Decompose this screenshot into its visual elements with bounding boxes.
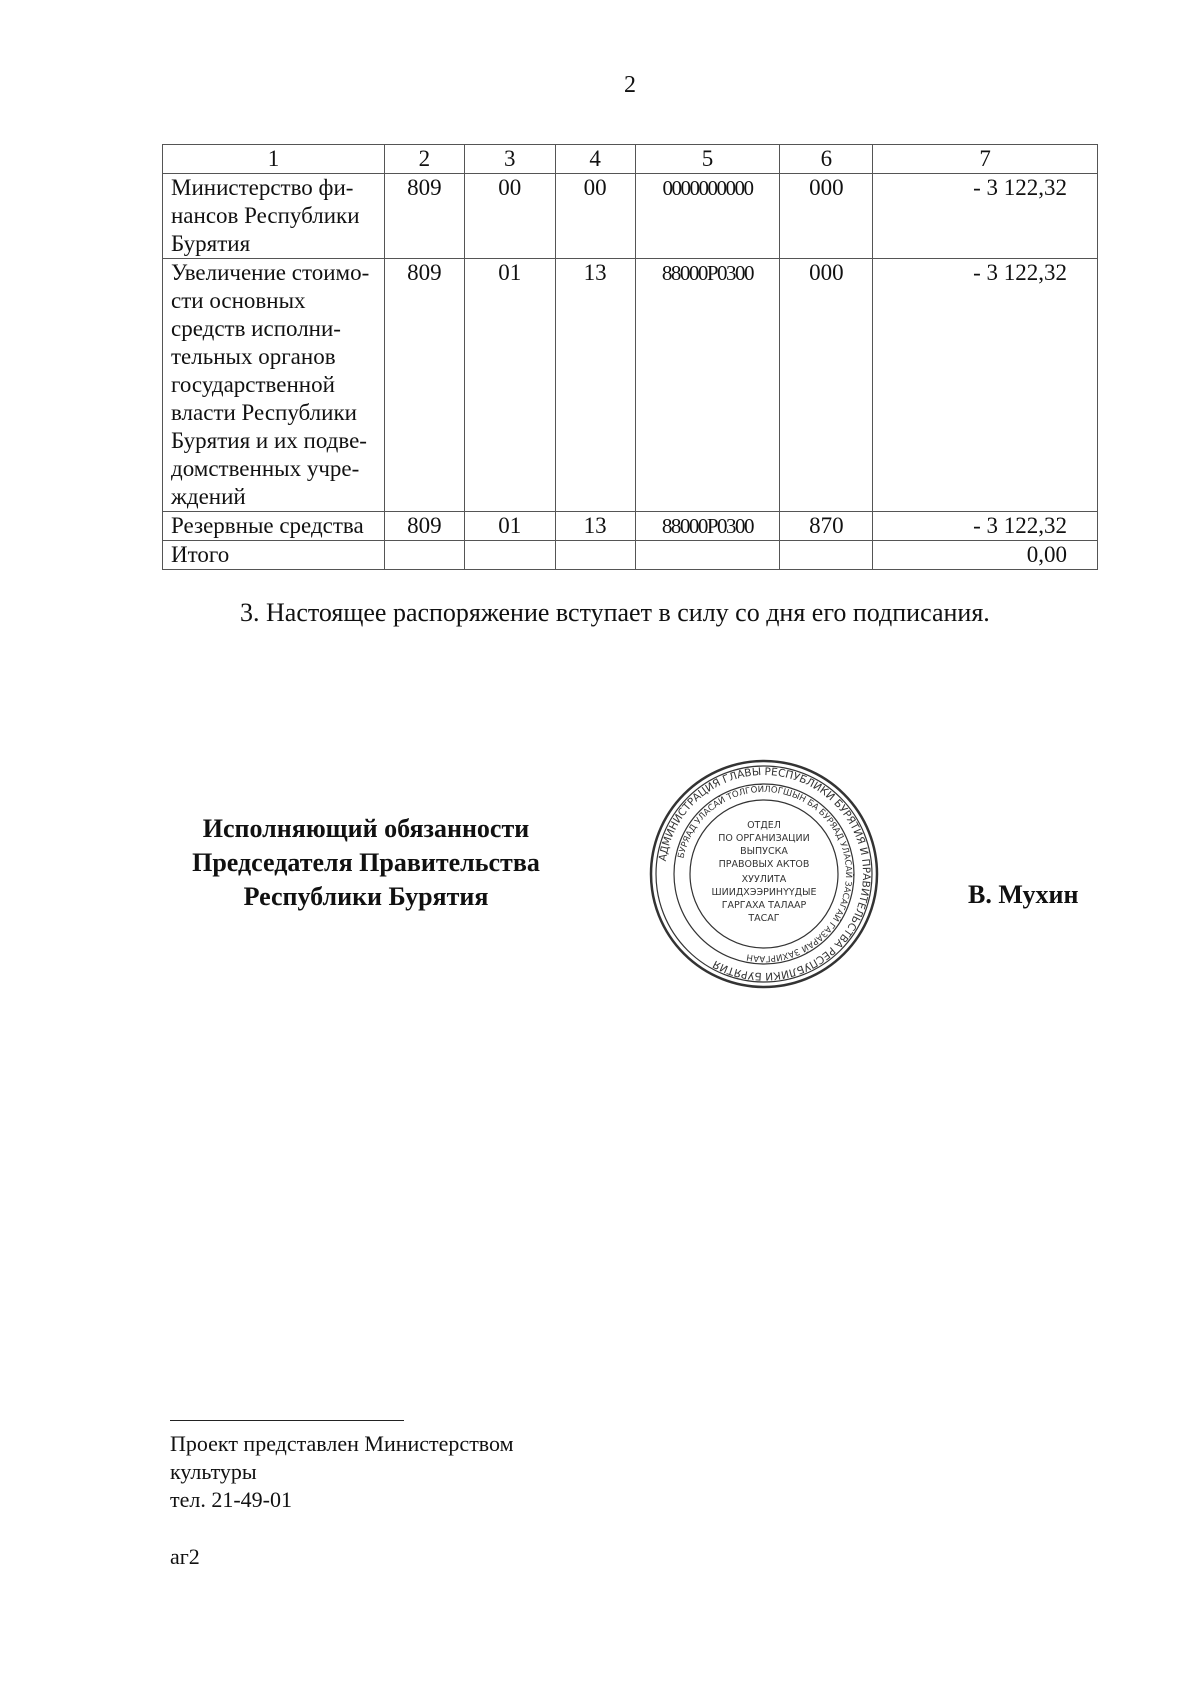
table-header-cell: 4 [555, 145, 635, 174]
table-cell-line: Бурятия [171, 231, 251, 256]
seal-center-line: ПРАВОВЫХ АКТОВ [718, 859, 810, 870]
table-cell [464, 541, 555, 570]
signer-title [166, 812, 566, 914]
signer-title-line: Председателя Правительства [192, 848, 540, 877]
seal-center-line: ВЫПУСКА [740, 846, 788, 857]
seal-center-line: ОТДЕЛ [747, 820, 781, 831]
table-header-cell: 7 [873, 145, 1098, 174]
table-cell: 809 [384, 174, 464, 259]
table-cell: 809 [384, 512, 464, 541]
table-row [163, 259, 1098, 512]
footnote-divider [170, 1420, 404, 1421]
table-cell [555, 541, 635, 570]
table-cell-line: средств исполни- [171, 316, 341, 341]
seal-center-line: ХУУЛИТА [741, 874, 787, 885]
table-cell: 01 [464, 259, 555, 512]
signer-title-line: Республики Бурятия [243, 882, 489, 911]
seal-center-line: ТАСАГ [748, 913, 780, 924]
table-header-cell: 2 [384, 145, 464, 174]
table-cell: 01 [464, 512, 555, 541]
signer-name: В. Мухин [968, 880, 1079, 909]
table-cell: 13 [555, 512, 635, 541]
table-cell-line: сти основных [171, 288, 306, 313]
table-cell: - 3 122,32 [873, 174, 1098, 259]
table-cell: 00 [555, 174, 635, 259]
table-cell-line: Увеличение стоимо- [171, 260, 370, 285]
official-seal [648, 758, 880, 990]
table-cell-name [163, 541, 385, 570]
page-number: 2 [624, 72, 636, 98]
footnote-line: Проект представлен Министерством [170, 1431, 514, 1456]
footnote [170, 1430, 514, 1514]
table-cell [635, 541, 780, 570]
signer-title-line: Исполняющий обязанности [202, 814, 530, 843]
table-cell-name [163, 174, 385, 259]
table-cell-name [163, 259, 385, 512]
seal-inner-text: БУРЯАД УЛАСАЙ ТОЛГОЙЛОГШЫН БА БУРЯАД УЛАСАЙ ЗАСАГАЙ ГАЗАРАЙ ЗАХИРГААН [676, 784, 854, 964]
table-cell-line: домственных учре- [171, 456, 360, 481]
table-cell: 809 [384, 259, 464, 512]
table-row [163, 541, 1098, 570]
table-cell [780, 541, 873, 570]
table-cell: 000 [780, 259, 873, 512]
table-cell-line: тельных органов [171, 344, 336, 369]
seal-center-text [712, 820, 817, 924]
footnote-line: культуры [170, 1459, 257, 1484]
table-cell-line: нансов Республики [171, 203, 360, 228]
seal-center-line: ГАРГАХА ТАЛААР [721, 900, 807, 911]
seal-outer-text: АДМИНИСТРАЦИЯ ГЛАВЫ РЕСПУБЛИКИ БУРЯТИЯ И ПРАВИТЕЛЬСТВА РЕСПУБЛИКИ БУРЯТИЯ [656, 765, 873, 983]
table-row [163, 512, 1098, 541]
document-code: аг2 [170, 1544, 200, 1569]
table-header-cell: 1 [163, 145, 385, 174]
table-cell: 00 [464, 174, 555, 259]
table-header-cell: 6 [780, 145, 873, 174]
table-cell: - 3 122,32 [873, 259, 1098, 512]
table-header-row [163, 145, 1098, 174]
table-cell: - 3 122,32 [873, 512, 1098, 541]
table-cell-name [163, 512, 385, 541]
budget-table [162, 144, 1098, 570]
table-cell-line: государственной [171, 372, 335, 397]
table-cell [384, 541, 464, 570]
table-cell: 13 [555, 259, 635, 512]
seal-center-line: ШИИДХЭЭРИНҮҮДЫЕ [711, 887, 817, 898]
table-cell: 88000P0300 [635, 512, 780, 541]
table-cell-line: Бурятия и их подве- [171, 428, 367, 453]
table-cell: 870 [780, 512, 873, 541]
table-row [163, 174, 1098, 259]
table-cell: 000 [780, 174, 873, 259]
table-cell: 0000000000 [635, 174, 780, 259]
table-cell-line: Министерство фи- [171, 175, 354, 200]
table-cell-line: Резервные средства [171, 513, 364, 538]
table-cell-line: Итого [171, 542, 230, 567]
seal-center-line: ПО ОРГАНИЗАЦИИ [718, 833, 810, 844]
table-header-cell: 3 [464, 145, 555, 174]
table-cell-line: ждений [171, 484, 246, 509]
footnote-line: тел. 21-49-01 [170, 1487, 293, 1512]
table-cell: 0,00 [873, 541, 1098, 570]
table-header-cell: 5 [635, 145, 780, 174]
clause-3: 3. Настоящее распоряжение вступает в силу со дня его подписания. [240, 598, 990, 627]
table-cell: 88000P0300 [635, 259, 780, 512]
table-cell-line: власти Республики [171, 400, 357, 425]
